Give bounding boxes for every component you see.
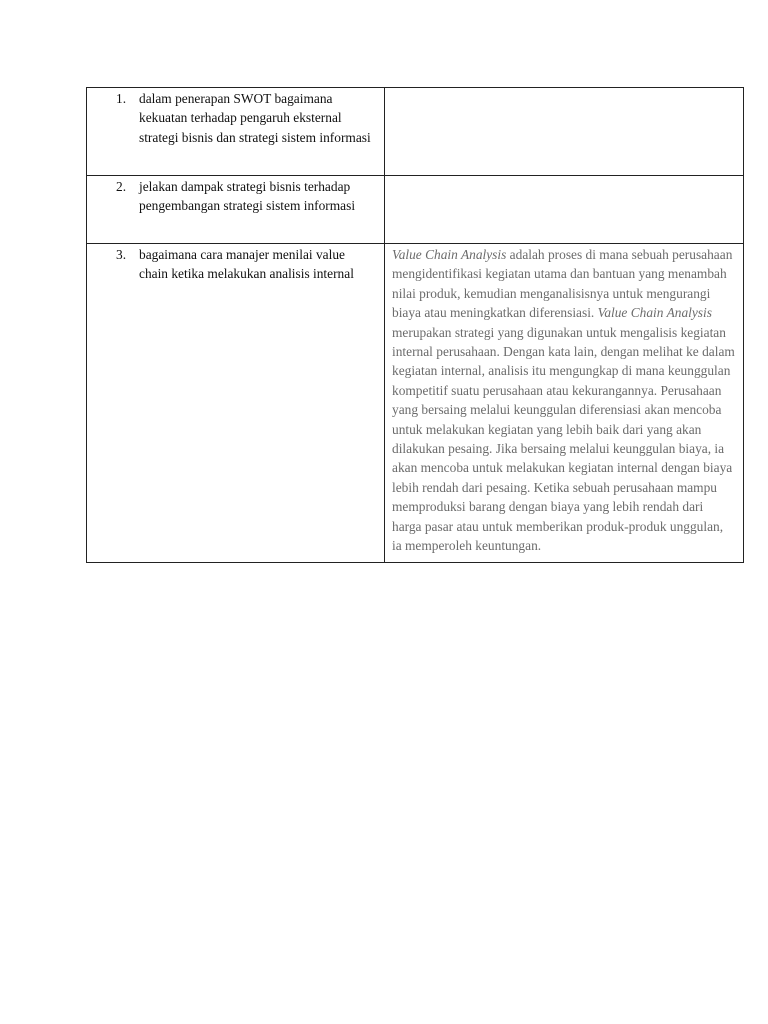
question-cell xyxy=(87,176,385,244)
question-cell xyxy=(87,244,385,563)
question-number: 1. xyxy=(116,91,127,106)
answer-text xyxy=(385,88,743,95)
answer-body: adalah proses di mana sebuah perusahaan mengidentifikasi kegiatan utama dan bantuan yang menambah nilai produk, kemudian menganalisisnya untuk mengurangi biaya atau meningkatkan diferensiasi. xyxy=(392,247,733,321)
question-answer-table xyxy=(86,87,744,563)
question-cell xyxy=(87,88,385,176)
question-text: dalam penerapan SWOT bagaimana kekuatan terhadap pengaruh eksternal strategi bisnis dan strategi sistem informasi xyxy=(139,91,371,145)
table-row xyxy=(87,176,744,244)
answer-cell xyxy=(385,244,744,563)
question-number: 3. xyxy=(116,247,127,262)
answer-cell xyxy=(385,176,744,244)
answer-body: merupakan strategi yang digunakan untuk mengalisis kegiatan internal perusahaan. Dengan kata lain, dengan melihat ke dalam kegiatan internal, analisis itu mengungkap di mana keunggulan kompetitif suatu perusahaan atau kekurangannya. Perusahaan yang bersaing melalui keunggulan diferensiasi akan mencoba untuk melakukan kegiatan yang lebih baik dari yang akan dilakukan pesaing. Jika bersaing melalui keunggulan biaya, ia akan mencoba untuk melakukan kegiatan internal dengan biaya lebih rendah dari pesaing. Ketika sebuah perusahaan mampu memproduksi barang dengan biaya yang lebih rendah dari harga pasar atau untuk memberikan produk-produk unggulan, ia memperoleh keuntungan. xyxy=(392,324,735,554)
question-item xyxy=(87,176,384,221)
table-row xyxy=(87,244,744,563)
answer-cell xyxy=(385,88,744,176)
answer-text xyxy=(385,244,743,562)
answer-text xyxy=(385,176,743,183)
question-number: 2. xyxy=(116,179,127,194)
question-item xyxy=(87,88,384,152)
table-row xyxy=(87,88,744,176)
question-text: bagaimana cara manajer menilai value chain ketika melakukan analisis internal xyxy=(139,247,354,282)
answer-term: Value Chain Analysis xyxy=(597,305,712,321)
question-item xyxy=(87,244,384,289)
question-text: jelakan dampak strategi bisnis terhadap pengembangan strategi sistem informasi xyxy=(139,179,356,214)
answer-term: Value Chain Analysis xyxy=(392,247,507,262)
